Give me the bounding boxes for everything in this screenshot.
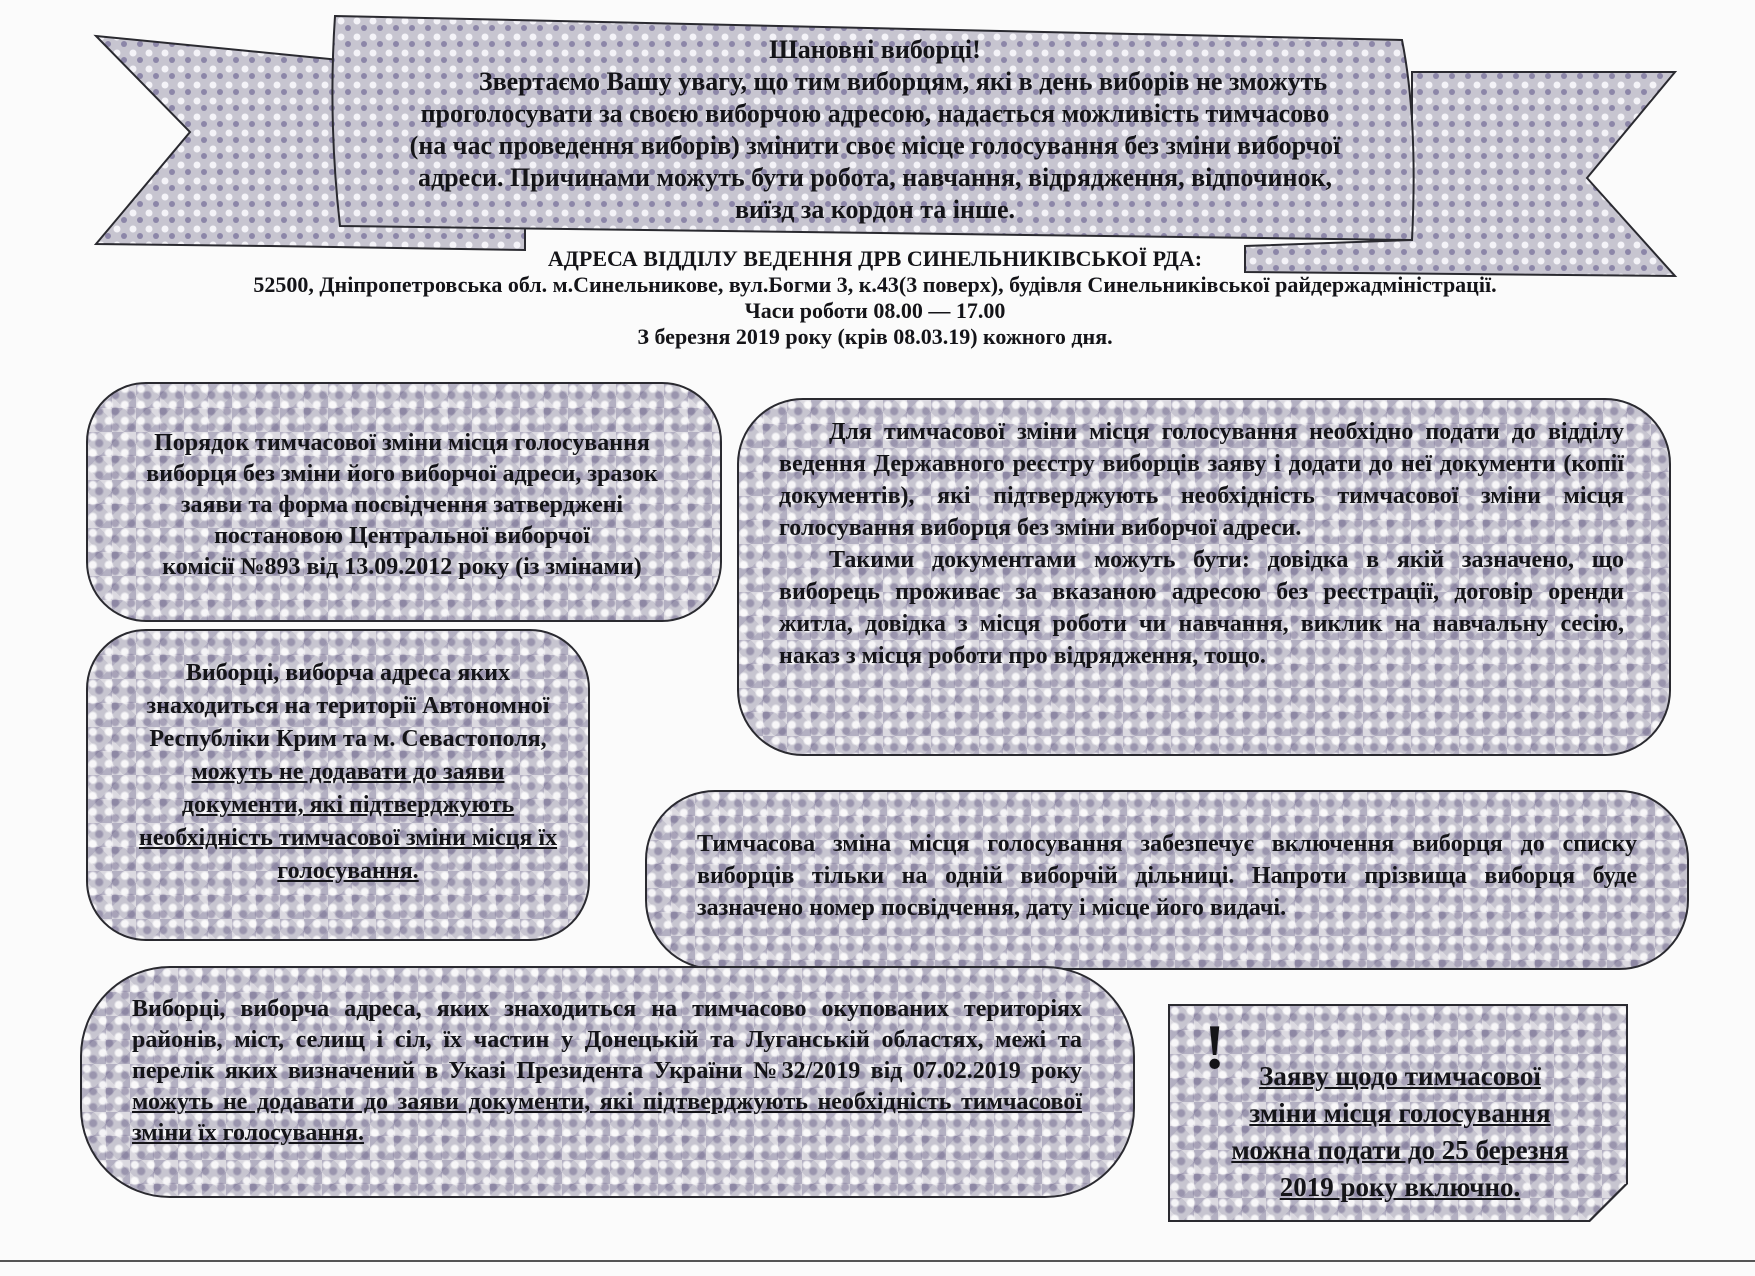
address-heading: АДРЕСА ВІДДІЛУ ВЕДЕННЯ ДРВ СИНЕЛЬНИКІВСЬКОЇ РДА:	[547, 246, 1203, 271]
banner-line: виїзд за кордон та інше.	[735, 195, 1015, 224]
occupied-territories-text	[132, 994, 1082, 1149]
required-documents-box	[737, 398, 1671, 756]
crimea-plain-text: Виборці, виборча адреса яких знаходиться на території Автономної Республіки Крим та м. Севастополя,	[146, 660, 550, 752]
address-block	[150, 246, 1600, 350]
required-documents-text	[779, 416, 1624, 672]
temporary-change-text: Тимчасова зміна місця голосування забезпечує включення виборця до списку виборців тільки на одній виборчій дільниці. Напроти прізвища виборця буде зазначено номер посвідчення, дату і місце його видачі.	[697, 831, 1637, 921]
banner-line: Звертаємо Вашу увагу, що тим виборцям, які в день виборів не зможуть	[478, 67, 1328, 96]
exclamation-icon: !	[1204, 1011, 1226, 1082]
crimea-voters-box	[86, 629, 590, 941]
address-days: З березня 2019 року (крів 08.03.19) кожного дня.	[637, 324, 1113, 349]
banner-line: проголосувати за своєю виборчою адресою, надається можливість тимчасово	[420, 99, 1330, 128]
docs-paragraph-1: Для тимчасової зміни місця голосування необхідно подати до відділу ведення Державного реєстру виборців заяву і додати до неї документи (копії документів), які підтверджують необхідність тимчасової зміни місця голосування виборця без зміни виборчої адреси.	[779, 419, 1624, 541]
donbas-underlined-text: можуть не додавати до заяви документи, які підтверджують необхідність тимчасової зміни їх голосування.	[132, 1089, 1082, 1146]
banner-line: адреси. Причинами можуть бути робота, навчання, відрядження, відпочинок,	[418, 163, 1332, 192]
banner-line: (на час проведення виборів) змінити своє місце голосування без зміни виборчої	[409, 131, 1341, 160]
docs-paragraph-2: Такими документами можуть бути: довідка в якій зазначено, що виборець проживає за вказаною адресою без реєстрації, договір оренди житла, довідка з місця роботи чи навчання, виклик на навчальну сесію, наказ з місця роботи про відрядження, тощо.	[779, 547, 1624, 669]
deadline-note-text: Заяву щодо тимчасової зміни місця голосування можна подати до 25 березня 2019 року включно.	[1231, 1061, 1569, 1202]
address-location: 52500, Дніпропетровська обл. м.Синельникове, вул.Богми 3, к.43(3 поверх), будівля Синельниківської райдержадміністрації.	[253, 272, 1497, 297]
address-hours: Часи роботи 08.00 — 17.00	[744, 298, 1006, 323]
order-info-box	[86, 382, 722, 622]
crimea-voters-text	[128, 657, 568, 888]
donbas-plain-text: Виборці, виборча адреса, яких знаходиться на тимчасово окупованих територіях районів, міст, селищ і сіл, їх частин у Донецькій та Луганській областях, межі та перелік яких визначений в Указі Президента України №32/2019 від 07.02.2019 року	[132, 996, 1082, 1084]
banner-title: Шановні виборці!	[769, 35, 981, 64]
temporary-change-box	[645, 790, 1689, 970]
order-info-text: Порядок тимчасової зміни місця голосування виборця без зміни його виборчої адреси, зразок заяви та форма посвідчення затверджені постановою Центральної виборчої комісії №893 від 13.09.2012 року (із змінами)	[146, 430, 658, 580]
page-curl-corner	[1586, 1184, 1628, 1222]
deadline-note-box	[1168, 1004, 1628, 1222]
crimea-underlined-text: можуть не додавати до заяви документи, які підтверджують необхідність тимчасової зміни місця їх голосування.	[138, 759, 558, 884]
occupied-territories-box	[80, 966, 1135, 1198]
bottom-edge-line	[0, 1260, 1755, 1262]
banner-text	[340, 34, 1410, 226]
